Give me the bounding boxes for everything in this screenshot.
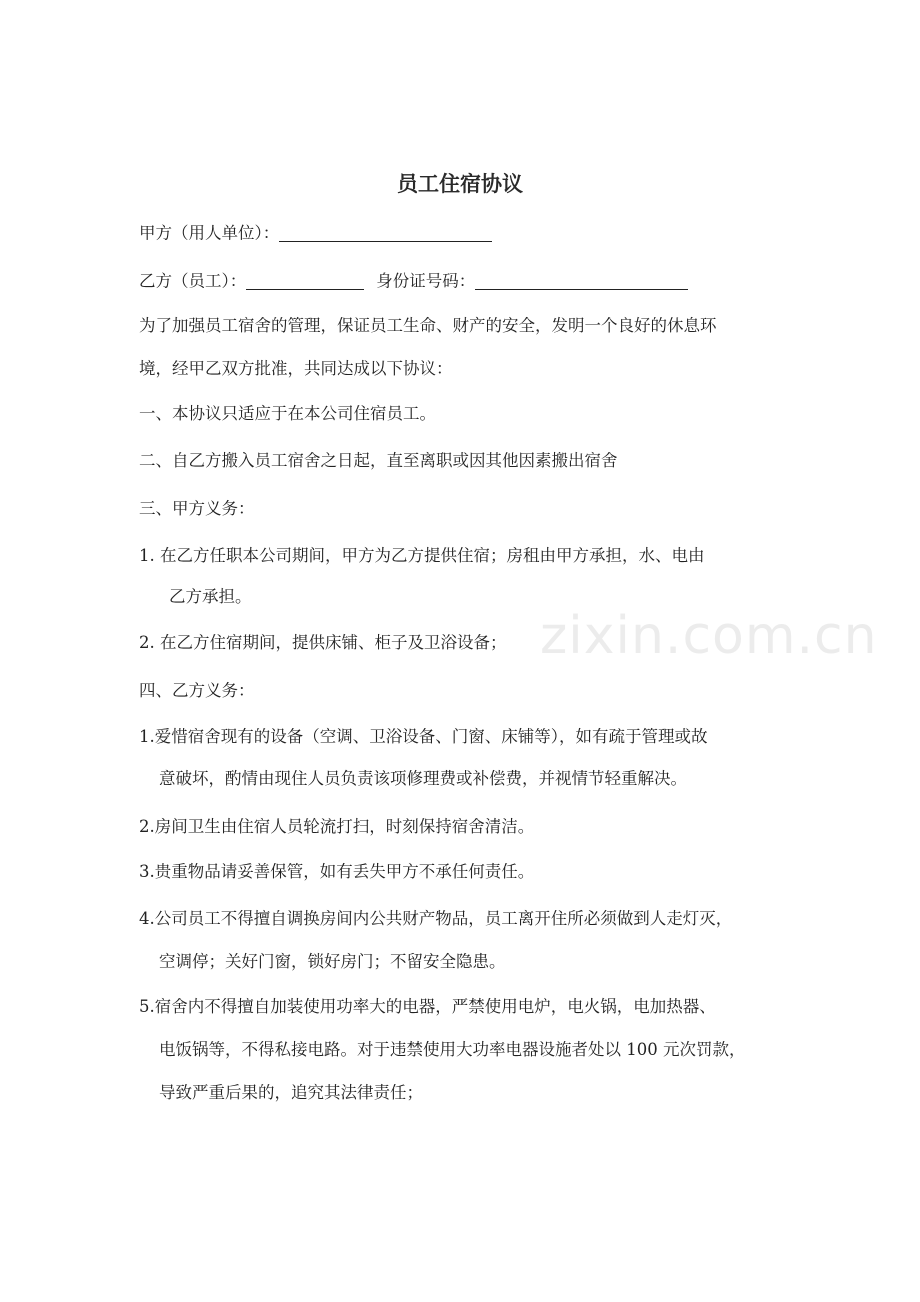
clause-4-heading: 四、乙方义务： <box>139 681 255 700</box>
party-b-duty-4-line-1: 4.公司员工不得擅自调换房间内公共财产物品，员工离开住所必须做到人走灯灭， <box>139 909 733 928</box>
clause-1: 一、本协议只适应于在本公司住宿员工。 <box>139 404 436 423</box>
party-b-duty-1-line-1: 1.爱惜宿舍现有的设备（空调、卫浴设备、门窗、床铺等），如有疏于管理或故 <box>139 727 708 746</box>
party-b-duty-3: 3.贵重物品请妥善保管，如有丢失甲方不承任何责任。 <box>139 862 535 881</box>
party-b-duty-5-line-3: 导致严重后果的，追究其法律责任； <box>159 1083 423 1102</box>
clause-2: 二、自乙方搬入员工宿舍之日起，直至离职或因其他因素搬出宿舍 <box>139 451 618 470</box>
party-b-line <box>139 272 688 290</box>
document-title: 员工住宿协议 <box>397 172 523 196</box>
party-b-duty-5-line-1: 5.宿舍内不得擅自加装使用功率大的电器，严禁使用电炉，电火锅，电加热器、 <box>139 997 716 1016</box>
party-a-blank <box>279 224 492 242</box>
party-a-line <box>139 224 492 242</box>
party-b-blank <box>246 272 364 290</box>
party-a-duty-1-line-1: 1. 在乙方任职本公司期间，甲方为乙方提供住宿；房租由甲方承担，水、电由 <box>139 546 705 565</box>
intro-line-1: 为了加强员工宿舍的管理，保证员工生命、财产的安全，发明一个良好的休息环 <box>139 316 717 335</box>
party-a-duty-1-line-2: 乙方承担。 <box>169 587 252 606</box>
id-blank <box>475 272 688 290</box>
watermark: zixin.com.cn <box>540 606 878 666</box>
party-a-duty-2: 2. 在乙方住宿期间，提供床铺、柜子及卫浴设备； <box>139 633 507 652</box>
clause-3-heading: 三、甲方义务： <box>139 499 255 518</box>
intro-line-2: 境，经甲乙双方批准，共同达成以下协议： <box>139 359 453 378</box>
party-a-label: 甲方（用人单位）： <box>139 223 280 243</box>
party-b-label: 乙方（员工）： <box>139 271 247 291</box>
party-b-duty-2: 2.房间卫生由住宿人员轮流打扫，时刻保持宿舍清洁。 <box>139 817 535 836</box>
id-label: 身份证号码： <box>376 271 476 291</box>
party-b-duty-1-line-2: 意破坏，酌情由现住人员负责该项修理费或补偿费，并视情节轻重解决。 <box>159 769 687 788</box>
party-b-duty-5-line-2: 电饭锅等，不得私接电路。对于违禁使用大功率电器设施者处以 100 元次罚款， <box>159 1040 746 1059</box>
party-b-duty-4-line-2: 空调停；关好门窗，锁好房门；不留安全隐患。 <box>159 952 506 971</box>
